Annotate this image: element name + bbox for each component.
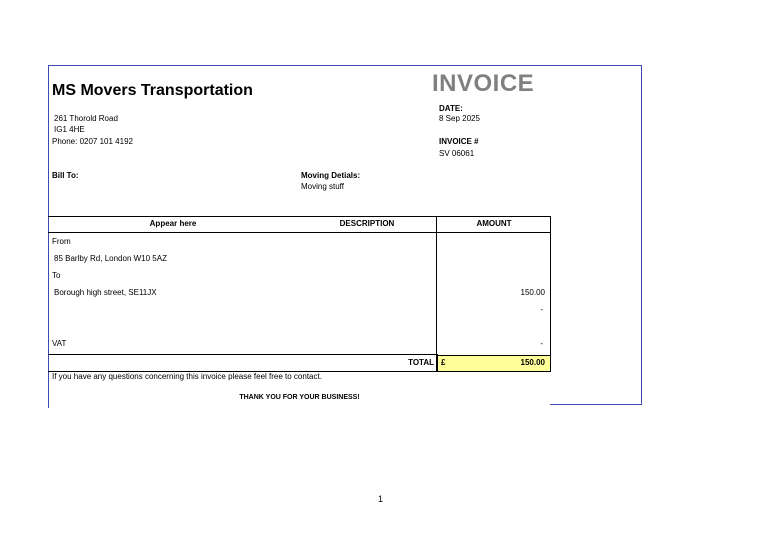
total-label: TOTAL	[408, 358, 434, 367]
row-amount: -	[540, 305, 543, 314]
table-header-divider	[48, 232, 551, 233]
company-address-line2: IG1 4HE	[54, 125, 85, 134]
total-box	[437, 355, 551, 372]
company-name: MS Movers Transportation	[52, 82, 253, 99]
row-text: To	[52, 271, 61, 280]
total-row-divider	[48, 354, 438, 355]
moving-details-value: Moving stuff	[301, 182, 344, 191]
moving-details-label: Moving Detials:	[301, 171, 361, 180]
table-header-amount: AMOUNT	[476, 219, 512, 228]
invoice-title: INVOICE	[432, 70, 535, 97]
border-bottom	[550, 404, 642, 405]
invoice-number-value: SV 06061	[439, 149, 475, 158]
border-right	[641, 65, 642, 405]
company-address-line1: 261 Thorold Road	[54, 114, 118, 123]
date-value: 8 Sep 2025	[439, 114, 480, 123]
total-value: 150.00	[520, 358, 545, 367]
bill-to-label: Bill To:	[52, 171, 79, 180]
invoice-number-label: INVOICE #	[439, 137, 479, 146]
thanks-note: THANK YOU FOR YOUR BUSINESS!	[239, 394, 360, 401]
border-top	[48, 65, 642, 66]
row-text: 85 Barlby Rd, London W10 5AZ	[54, 254, 167, 263]
questions-note: If you have any questions concerning this invoice please feel free to contact.	[52, 372, 322, 381]
page-number: 1	[378, 494, 384, 504]
company-phone: Phone: 0207 101 4192	[52, 137, 133, 146]
row-text: VAT	[52, 339, 67, 348]
date-label: DATE:	[439, 104, 463, 113]
row-text: Borough high street, SE11JX	[54, 288, 157, 297]
currency-symbol: £	[441, 358, 446, 367]
row-amount: 150.00	[520, 288, 545, 297]
row-text: From	[52, 237, 71, 246]
row-amount: -	[540, 339, 543, 348]
table-header-appear: Appear here	[149, 219, 197, 228]
table-header-description: DESCRIPTION	[339, 219, 395, 228]
